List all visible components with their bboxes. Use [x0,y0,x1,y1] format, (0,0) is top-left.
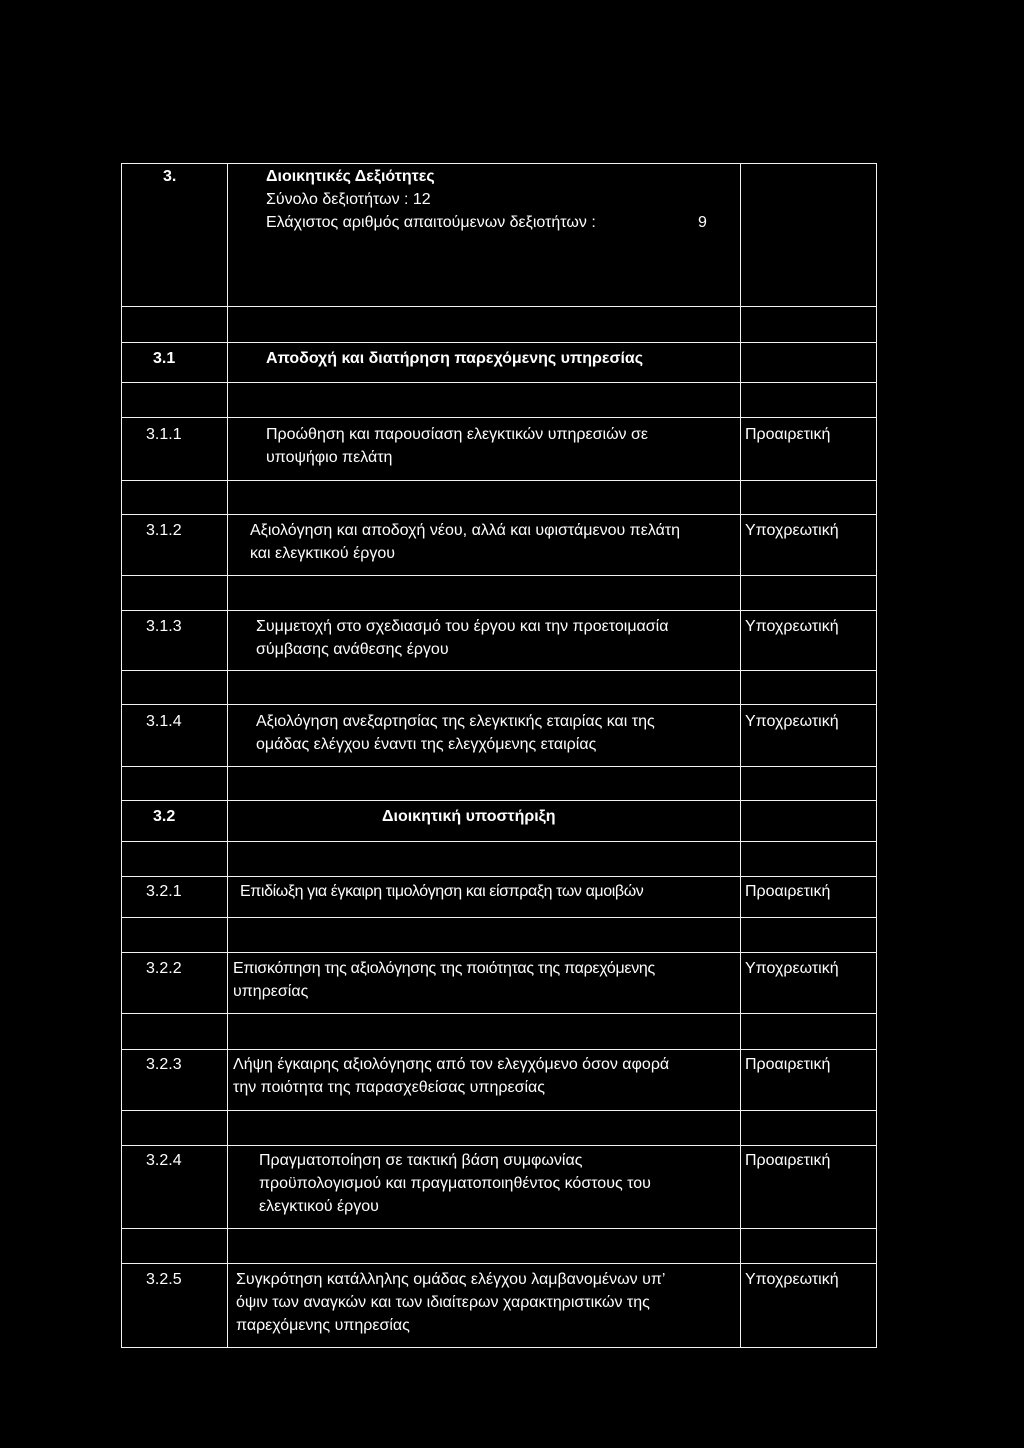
row-divider [121,575,877,576]
row-divider [121,841,877,842]
skill-code: 3.2.5 [146,1271,182,1288]
row-divider [121,952,877,953]
skill-description: Επιδίωξη για έγκαιρη τιμολόγηση και είσπραξη των αμοιβών [240,883,644,900]
skill-description: Επισκόπηση της αξιολόγησης της ποιότητας της παρεχόμενης [233,960,655,977]
skill-description: υπηρεσίας [233,983,309,1000]
row-divider [121,480,877,481]
skill-code: 3.1.1 [146,426,182,443]
skill-status: Προαιρετική [745,1152,831,1169]
skill-description: Λήψη έγκαιρης αξιολόγησης από τον ελεγχόμενο όσον αφορά [233,1056,670,1073]
section-code: 3.2 [153,808,176,825]
header-minimum-value: 9 [698,214,707,231]
skill-code: 3.1.4 [146,713,182,730]
skill-code: 3.1.2 [146,522,182,539]
skill-description: ελεγκτικού έργου [259,1198,379,1215]
skill-description: Αξιολόγηση και αποδοχή νέου, αλλά και υφιστάμενου πελάτη [250,522,681,539]
skill-status: Προαιρετική [745,1056,831,1073]
skill-description: και ελεγκτικού έργου [250,545,395,562]
table-border-right [876,163,877,1348]
row-divider [121,670,877,671]
section-title: Διοικητική υποστήριξη [382,808,556,825]
skill-code: 3.2.3 [146,1056,182,1073]
skill-code: 3.2.2 [146,960,182,977]
skill-status: Υποχρεωτική [745,618,839,635]
skill-status: Υποχρεωτική [745,713,839,730]
column-divider [740,163,741,1348]
row-divider [121,1263,877,1264]
skill-status: Προαιρετική [745,426,831,443]
table-border-bottom [121,1347,877,1348]
skill-status: Προαιρετική [745,883,831,900]
table-border-left [121,163,122,1348]
section-title: Αποδοχή και διατήρηση παρεχόμενης υπηρεσίας [266,350,644,367]
row-divider [121,610,877,611]
row-divider [121,514,877,515]
skill-description: Προώθηση και παρουσίαση ελεγκτικών υπηρεσιών σε [266,426,649,443]
skill-code: 3.2.4 [146,1152,182,1169]
skill-status: Υποχρεωτική [745,522,839,539]
skill-status: Υποχρεωτική [745,1271,839,1288]
skill-description: προϋπολογισμού και πραγματοποιηθέντος κόστους του [259,1175,651,1192]
row-divider [121,1110,877,1111]
skill-description: παρεχόμενης υπηρεσίας [236,1317,410,1334]
skill-description: Αξιολόγηση ανεξαρτησίας της ελεγκτικής εταιρίας και της [256,713,655,730]
skill-description: Συμμετοχή στο σχεδιασμό του έργου και την προετοιμασία [256,618,669,635]
header-title: Διοικητικές Δεξιότητες [266,168,435,185]
row-divider [121,382,877,383]
skill-description: υποψήφιο πελάτη [266,449,393,466]
row-divider [121,766,877,767]
column-divider [227,163,228,1348]
header-minimum-label: Ελάχιστος αριθμός απαιτούμενων δεξιοτήτων : [266,214,596,231]
skill-description: όψιν των αναγκών και των ιδιαίτερων χαρακτηριστικών της [236,1294,650,1311]
skill-description: σύμβασης ανάθεσης έργου [256,641,449,658]
skill-description: την ποιότητα της παρασχεθείσας υπηρεσίας [233,1079,545,1096]
row-divider [121,1145,877,1146]
table-border-top [121,163,877,164]
skill-description: Συγκρότηση κατάλληλης ομάδας ελέγχου λαμβανομένων υπ’ [236,1271,666,1288]
row-divider [121,342,877,343]
skill-description: Πραγματοποίηση σε τακτική βάση συμφωνίας [259,1152,583,1169]
row-divider [121,1013,877,1014]
skill-code: 3.1.3 [146,618,182,635]
skill-status: Υποχρεωτική [745,960,839,977]
row-divider [121,876,877,877]
skill-description: ομάδας ελέγχου έναντι της ελεγχόμενης εταιρίας [256,736,597,753]
row-divider [121,800,877,801]
row-divider [121,306,877,307]
row-divider [121,704,877,705]
row-divider [121,1049,877,1050]
header-number: 3. [163,168,177,185]
row-divider [121,917,877,918]
row-divider [121,417,877,418]
section-code: 3.1 [153,350,176,367]
header-total-skills: Σύνολο δεξιοτήτων : 12 [266,191,431,208]
skill-code: 3.2.1 [146,883,182,900]
row-divider [121,1228,877,1229]
